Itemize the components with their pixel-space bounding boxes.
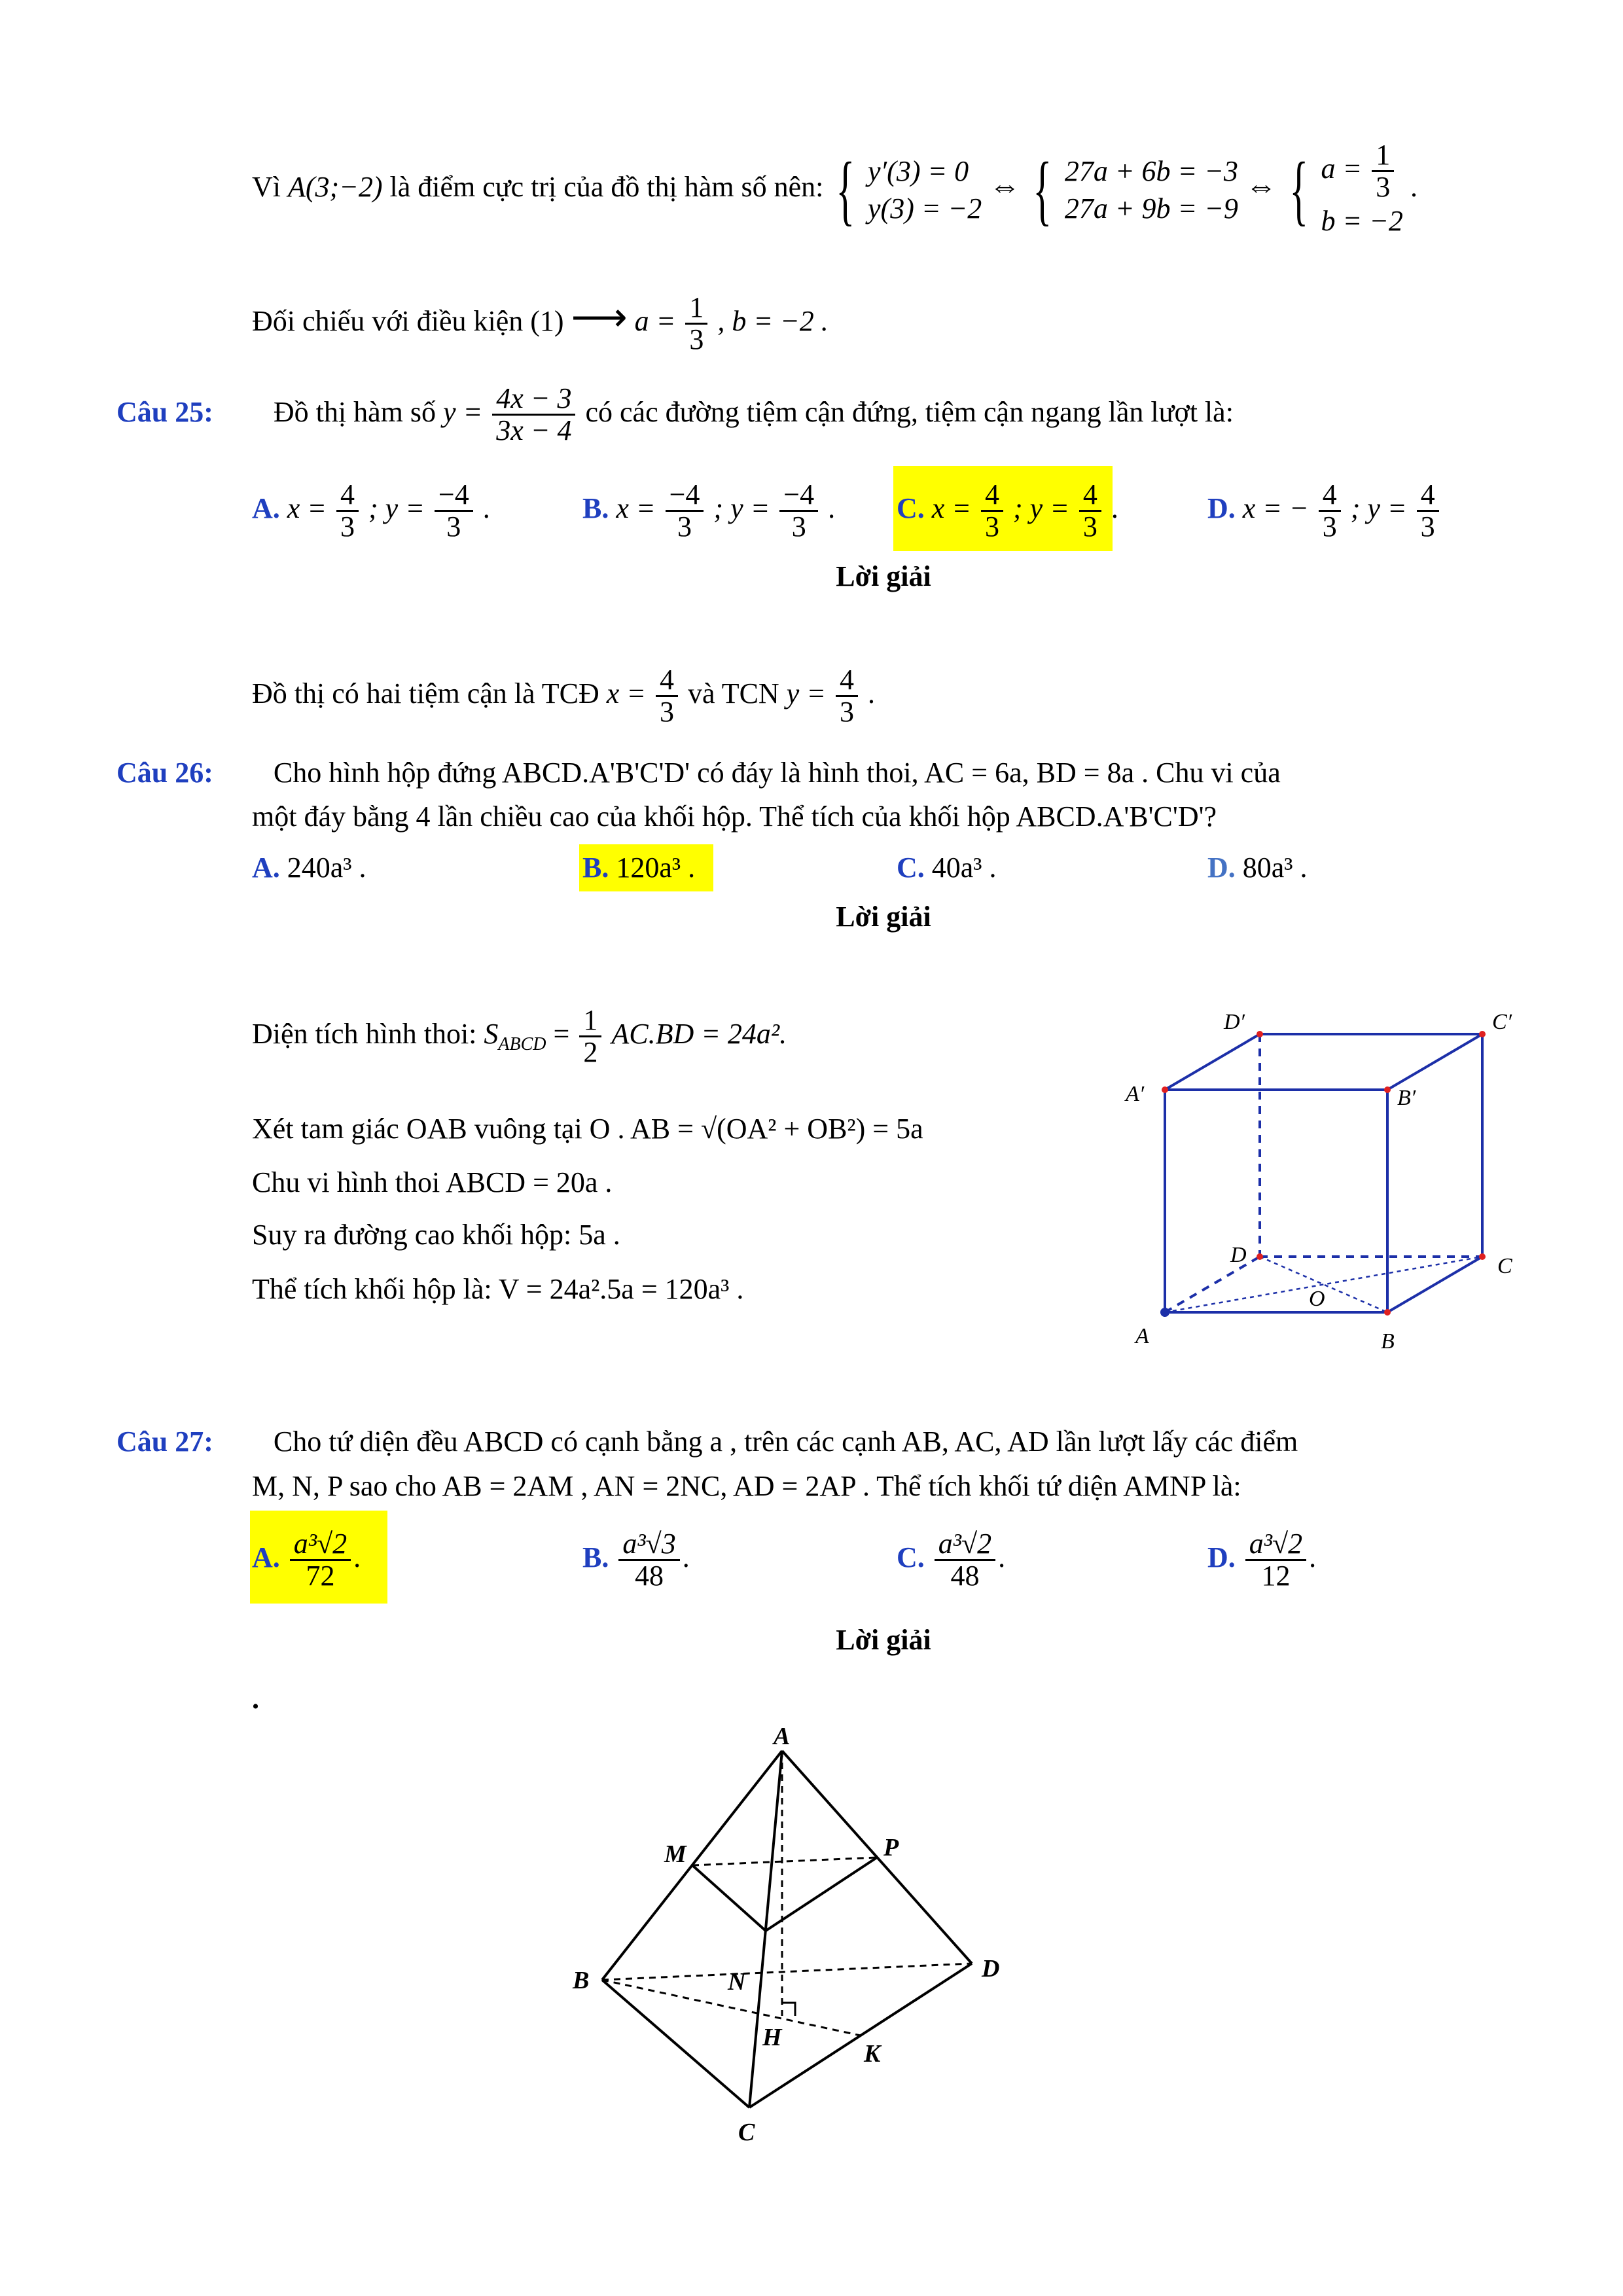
eq: y(3) = −2 — [868, 192, 982, 224]
option-letter: C. — [897, 852, 925, 884]
denominator: 48 — [950, 1560, 980, 1592]
option-letter: A. — [252, 492, 280, 524]
left-brace: { — [1289, 145, 1309, 233]
vertex-label: A — [1135, 1324, 1149, 1348]
option-value: 40a³ . — [931, 852, 997, 884]
q25-option-b[interactable]: B. x = $\frac{-4}{3}$ ; y = $\frac{-4}{3}$ . — [582, 478, 836, 543]
numerator: 4 — [336, 480, 359, 512]
denominator: 3 — [1322, 511, 1337, 543]
q26-option-c[interactable] — [897, 846, 997, 889]
q26-solution-3: Chu vi hình thoi ABCD = 20a . — [252, 1166, 613, 1198]
eq: x = — [287, 492, 327, 524]
denominator: 3 — [791, 511, 806, 543]
question-27-stem — [116, 1420, 1298, 1463]
denominator: 3 — [985, 511, 1000, 543]
q26-option-a[interactable] — [252, 846, 366, 889]
option-value: 240a³ . — [287, 852, 366, 884]
q27-option-a[interactable]: A. $\frac{\text{a³√2}}{72}$ . — [252, 1528, 361, 1592]
solution-text: và TCN — [687, 677, 779, 709]
numerator: 4 — [836, 665, 858, 697]
intro-line-1: Vì A(3;−2) là điểm cực trị của đồ thị hàm số nên: { y′(3) = 0 y(3) = −2 ⇔ { 27a + 6b = −3 27a + 9b = −9 ⇔ { a = $\frac{1}{3}$ b = −2 . — [252, 121, 1418, 252]
eq: a = — [1321, 152, 1363, 185]
denominator: 3 — [1420, 511, 1435, 543]
vertex-label: C′ — [1492, 1010, 1512, 1034]
eq: = — [546, 1018, 570, 1050]
numerator: 4 — [1079, 480, 1101, 512]
eq: y′(3) = 0 — [868, 154, 969, 187]
vertex-label: D — [982, 1955, 1000, 1982]
numerator: 4 — [1319, 480, 1341, 512]
denominator: 3 — [689, 323, 704, 356]
left-brace: { — [1033, 145, 1052, 233]
question-label: Câu 27: — [116, 1426, 213, 1458]
vertex-label: P — [883, 1834, 899, 1861]
eq: ; y = — [368, 492, 425, 524]
option-letter: A. — [252, 1541, 280, 1573]
option-value: 80a³ . — [1242, 852, 1308, 884]
vertex-label: B — [1381, 1329, 1395, 1354]
numerator: −4 — [435, 480, 473, 512]
vertex-label: C — [1497, 1254, 1512, 1278]
system-2 — [1065, 152, 1238, 227]
system-1 — [868, 152, 982, 227]
stray-dot: . — [252, 1683, 259, 1715]
eq: ; y = — [1013, 492, 1069, 524]
eq: 27a + 9b = −9 — [1064, 192, 1238, 224]
vertex-label: D′ — [1224, 1010, 1245, 1034]
numerator: 4 — [981, 480, 1003, 512]
numerator: 1 — [685, 293, 707, 325]
question-27-stem-2: M, N, P sao cho AB = 2AM , AN = 2NC, AD = 2AP . Thể tích khối tứ diện AMNP là: — [252, 1470, 1241, 1502]
eq: AC.BD = 24a². — [611, 1018, 787, 1050]
option-letter: A. — [252, 852, 280, 884]
numerator: 4x − 3 — [492, 384, 575, 416]
q25-option-d[interactable] — [1207, 466, 1442, 551]
vertex-label: A′ — [1126, 1082, 1145, 1106]
intro-text: Vì — [252, 171, 281, 203]
question-26-stem — [116, 751, 1281, 795]
stem-text: Cho tứ diện đều ABCD có cạnh bằng a , trên các cạnh AB, AC, AD lần lượt lấy các điểm — [273, 1426, 1298, 1458]
denominator: 3 — [1082, 511, 1097, 543]
question-26-stem-2: một đáy bằng 4 lần chiều cao của khối hộp. Thể tích của khối hộp ABCD.A'B'C'D'? — [252, 800, 1217, 833]
denominator: 3 — [340, 511, 355, 543]
denominator: 48 — [635, 1560, 664, 1592]
numerator: −4 — [666, 480, 704, 512]
solution-title: Lời giải — [836, 1624, 931, 1656]
denominator: 3 — [659, 696, 674, 728]
q27-option-c[interactable]: C. $\frac{\text{a³√2}}{48}$ . — [897, 1528, 1006, 1592]
question-label: Câu 25: — [116, 396, 213, 428]
option-letter: C. — [897, 492, 925, 524]
vertex-label: K — [864, 2040, 881, 2068]
numerator: a³√2 — [290, 1529, 351, 1561]
denominator: 3 — [446, 511, 461, 543]
vertex-label: M — [664, 1840, 687, 1868]
option-letter: C. — [897, 1541, 925, 1573]
solution-title: Lời giải — [836, 560, 931, 592]
numerator: 4 — [656, 665, 678, 697]
q26-solution-5: Thể tích khối hộp là: V = 24a².5a = 120a³ . — [252, 1273, 744, 1305]
denominator: 3 — [677, 511, 692, 543]
intro-point: A(3;−2) — [288, 171, 383, 203]
equiv-symbol: ⇔ — [989, 169, 1021, 204]
numerator: 1 — [1372, 140, 1394, 172]
system-3 — [1321, 140, 1403, 240]
arrow-symbol: ⟶ — [571, 296, 628, 339]
stem-text: Cho hình hộp đứng ABCD.A'B'C'D' có đáy là hình thoi, AC = 6a, BD = 8a . Chu vi của — [273, 757, 1281, 789]
q27-option-b[interactable]: B. $\frac{\text{a³√3}}{48}$ . — [582, 1528, 690, 1592]
stem-text: Đồ thị hàm số — [273, 396, 437, 428]
option-letter: D. — [1207, 1541, 1236, 1573]
eq: 27a + 6b = −3 — [1064, 154, 1238, 187]
denominator: 3 — [839, 696, 854, 728]
stem-text: có các đường tiệm cận đứng, tiệm cận ngang lần lượt là: — [585, 396, 1234, 428]
option-letter: B. — [582, 492, 609, 524]
eq: S — [484, 1018, 499, 1050]
denominator: 12 — [1261, 1560, 1291, 1592]
eq: y = — [786, 677, 826, 709]
eq: ; y = — [713, 492, 770, 524]
option-letter: B. — [582, 852, 609, 884]
denominator: 3x − 4 — [496, 414, 572, 447]
vertex-label: H — [762, 2024, 782, 2051]
numerator: a³√2 — [935, 1529, 995, 1561]
vertex-label: B — [573, 1967, 590, 1994]
vertex-label: O — [1309, 1287, 1325, 1311]
denominator: 3 — [1376, 170, 1391, 203]
q26-option-b[interactable] — [582, 846, 695, 889]
solution-text: Đồ thị có hai tiệm cận là TCĐ — [252, 677, 599, 709]
q25-option-c[interactable]: C. x = $\frac{4}{3}$ ; y = $\frac{4}{3}$ . — [897, 478, 1118, 543]
q25-option-a[interactable]: A. x = $\frac{4}{3}$ ; y = $\frac{-4}{3}$ . — [252, 478, 490, 543]
denominator: 2 — [583, 1036, 598, 1069]
eq-subscript: ABCD — [498, 1033, 546, 1054]
eq: x = — [606, 677, 646, 709]
numerator: 1 — [579, 1005, 601, 1037]
vertex-label: D — [1230, 1243, 1247, 1267]
prism-figure — [1099, 995, 1531, 1361]
equiv-symbol: ⇔ — [1245, 169, 1277, 204]
q26-solution-2: Xét tam giác OAB vuông tại O . AB = √(OA² + OB²) = 5a — [252, 1113, 923, 1145]
eq: x = — [931, 492, 972, 524]
vertex-label: N — [728, 1968, 746, 1996]
intro-text: Đối chiếu với điều kiện (1) — [252, 305, 564, 337]
numerator: a³√3 — [618, 1529, 679, 1561]
q27-option-d[interactable]: D. $\frac{\text{a³√2}}{12}$ . — [1207, 1528, 1317, 1592]
eq: y = — [443, 396, 483, 428]
eq: a = — [634, 305, 676, 337]
option-letter: D. — [1207, 492, 1236, 524]
q26-solution-1 — [252, 992, 787, 1077]
option-letter: B. — [582, 1541, 609, 1573]
left-brace: { — [836, 145, 855, 233]
q26-solution-4: Suy ra đường cao khối hộp: 5a . — [252, 1219, 620, 1251]
numerator: a³√2 — [1245, 1529, 1306, 1561]
vertex-label: C — [738, 2119, 755, 2146]
eq: x = — [616, 492, 656, 524]
numerator: −4 — [779, 480, 818, 512]
solution-text: Diện tích hình thoi: — [252, 1018, 477, 1050]
intro-line-2 — [252, 275, 829, 360]
q25-solution: Đồ thị có hai tiệm cận là TCĐ x = $\frac{4}{3}$ và TCN y = $\frac{4}{3}$ . — [252, 664, 875, 728]
question-25-stem — [116, 370, 1234, 455]
eq: b = −2 — [1321, 205, 1403, 237]
eq: x = − — [1242, 492, 1309, 524]
question-label: Câu 26: — [116, 757, 213, 789]
q26-option-d[interactable] — [1207, 846, 1308, 889]
solution-title: Lời giải — [836, 901, 931, 933]
numerator: 4 — [1417, 480, 1439, 512]
option-value: 120a³ . — [616, 852, 696, 884]
denominator: 72 — [306, 1560, 335, 1592]
option-letter: D. — [1207, 852, 1236, 884]
vertex-label: A — [774, 1723, 791, 1750]
intro-text: là điểm cực trị của đồ thị hàm số nên: — [389, 171, 824, 203]
eq: , b = −2 . — [717, 305, 829, 337]
tetrahedron-figure — [563, 1715, 1060, 2153]
vertex-label: B′ — [1397, 1086, 1416, 1110]
eq: ; y = — [1350, 492, 1407, 524]
